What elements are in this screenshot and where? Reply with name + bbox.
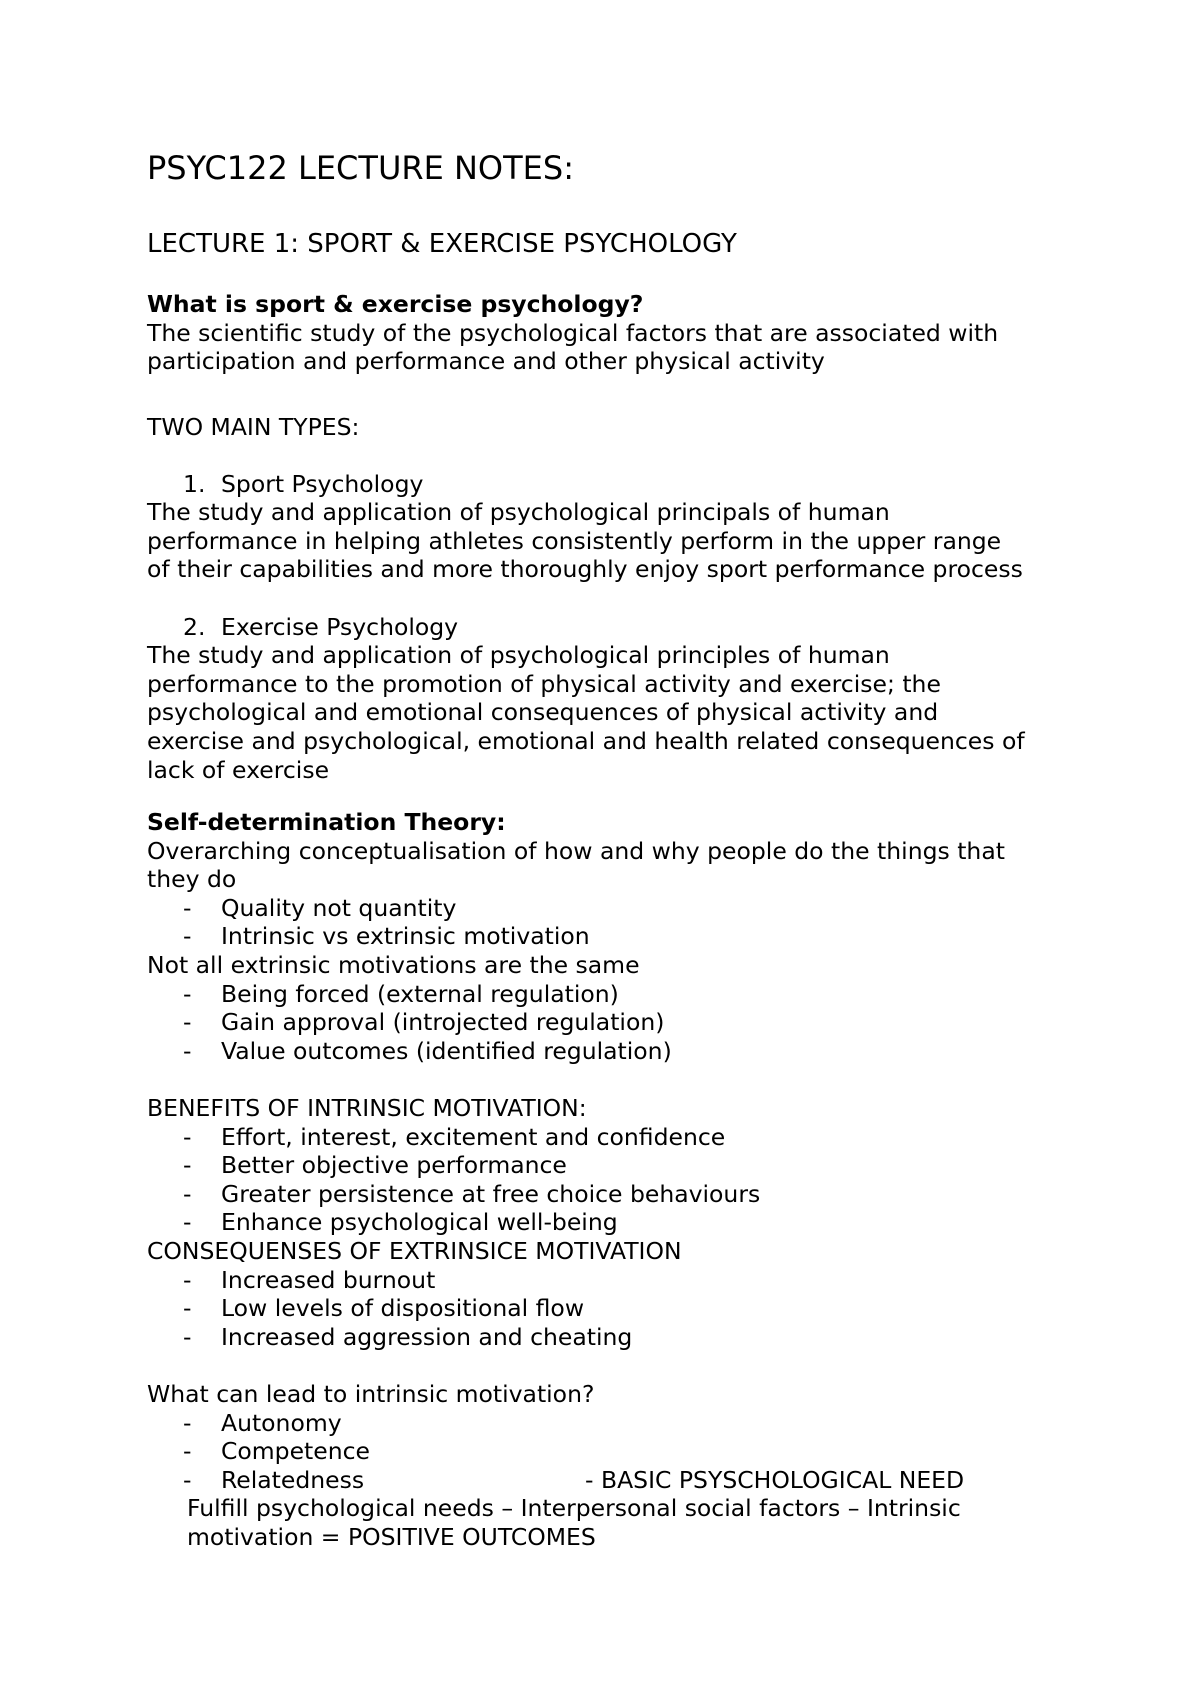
list-item-text: Greater persistence at free choice behaviours xyxy=(221,1179,761,1208)
bullet-dash: - xyxy=(183,1408,192,1437)
list-item-text: Better objective performance xyxy=(221,1151,567,1180)
intro-question: What is sport & exercise psychology? xyxy=(147,290,644,318)
list-item-text: Value outcomes (identified regulation) xyxy=(221,1036,672,1065)
lead-section xyxy=(147,1380,1107,1552)
list-item xyxy=(147,1437,1107,1466)
bullet-dash: - xyxy=(183,922,192,951)
type-name: Sport Psychology xyxy=(221,469,424,498)
list-item xyxy=(147,1008,1107,1037)
type-description-line: lack of exercise xyxy=(147,755,330,784)
document-title: PSYC122 LECTURE NOTES: xyxy=(147,149,574,187)
lead-heading: What can lead to intrinsic motivation? xyxy=(147,1380,595,1408)
summary-line: Fulfill psychological needs – Interpersonal social factors – Intrinsic xyxy=(187,1494,961,1523)
list-number: 2. xyxy=(183,612,206,641)
list-item-text: Intrinsic vs extrinsic motivation xyxy=(221,922,590,951)
bullet-dash: - xyxy=(183,893,192,922)
list-item-text: Being forced (external regulation) xyxy=(221,979,619,1008)
type-name: Exercise Psychology xyxy=(221,612,459,641)
side-note: - BASIC PSYSCHOLOGICAL NEED xyxy=(585,1465,965,1494)
list-item xyxy=(147,1123,1107,1152)
list-item-text: Increased burnout xyxy=(221,1265,436,1294)
list-item xyxy=(147,1180,1107,1209)
lecture-heading: LECTURE 1: SPORT & EXERCISE PSYCHOLOGY xyxy=(147,229,737,259)
bullet-dash: - xyxy=(183,979,192,1008)
sdt-heading: Self-determination Theory: xyxy=(147,808,506,836)
list-number: 1. xyxy=(183,469,206,498)
types-heading: TWO MAIN TYPES: xyxy=(147,413,360,441)
bullet-dash: - xyxy=(183,1008,192,1037)
sdt-section xyxy=(147,808,1107,1065)
bullet-dash: - xyxy=(183,1265,192,1294)
type-description-line: exercise and psychological, emotional and health related consequences of xyxy=(147,726,1025,755)
list-item xyxy=(147,1466,1107,1495)
benefits-section xyxy=(147,1094,1107,1351)
list-item xyxy=(147,1266,1107,1295)
benefits-heading: BENEFITS OF INTRINSIC MOTIVATION: xyxy=(147,1094,587,1122)
list-item-text: Gain approval (introjected regulation) xyxy=(221,1008,665,1037)
extrinsic-heading: Not all extrinsic motivations are the same xyxy=(147,950,640,979)
type-description-line: performance to the promotion of physical activity and exercise; the xyxy=(147,669,941,698)
list-item-text: Effort, interest, excitement and confidence xyxy=(221,1122,726,1151)
sdt-line: they do xyxy=(147,865,237,894)
bullet-dash: - xyxy=(183,1151,192,1180)
type-description-line: psychological and emotional consequences of physical activity and xyxy=(147,698,939,727)
bullet-dash: - xyxy=(183,1465,192,1494)
sdt-line: Overarching conceptualisation of how and why people do the things that xyxy=(147,836,1005,865)
summary-line: motivation = POSITIVE OUTCOMES xyxy=(187,1522,596,1551)
list-item-text: Relatedness xyxy=(221,1465,365,1494)
list-item xyxy=(147,1151,1107,1180)
list-item xyxy=(147,1409,1107,1438)
bullet-dash: - xyxy=(183,1437,192,1466)
bullet-dash: - xyxy=(183,1179,192,1208)
list-item xyxy=(147,894,1107,923)
types-section xyxy=(147,413,1107,784)
list-item xyxy=(147,922,1107,951)
type-description-line: of their capabilities and more thoroughly enjoy sport performance process xyxy=(147,555,1023,584)
list-item xyxy=(147,1323,1107,1352)
bullet-dash: - xyxy=(183,1322,192,1351)
list-item xyxy=(147,980,1107,1009)
consequences-heading: CONSEQUENSES OF EXTRINSICE MOTIVATION xyxy=(147,1236,682,1265)
type-description-line: The study and application of psychological principles of human xyxy=(147,641,890,670)
list-item-text: Increased aggression and cheating xyxy=(221,1322,633,1351)
intro-answer-line: The scientific study of the psychological factors that are associated with xyxy=(147,318,999,347)
list-item-text: Enhance psychological well-being xyxy=(221,1208,618,1237)
type-item-sport xyxy=(147,470,1107,499)
intro-answer-line: participation and performance and other physical activity xyxy=(147,347,825,376)
type-item-exercise xyxy=(147,613,1107,642)
list-item-text: Quality not quantity xyxy=(221,893,457,922)
bullet-dash: - xyxy=(183,1294,192,1323)
list-item-text: Autonomy xyxy=(221,1408,342,1437)
bullet-dash: - xyxy=(183,1122,192,1151)
list-item-text: Competence xyxy=(221,1437,370,1466)
list-item-text: Low levels of dispositional flow xyxy=(221,1294,585,1323)
list-item xyxy=(147,1294,1107,1323)
bullet-dash: - xyxy=(183,1208,192,1237)
list-item xyxy=(147,1208,1107,1237)
list-item xyxy=(147,1037,1107,1066)
type-description-line: The study and application of psychological principals of human xyxy=(147,498,890,527)
intro-section xyxy=(147,290,1107,376)
type-description-line: performance in helping athletes consistently perform in the upper range xyxy=(147,526,1002,555)
bullet-dash: - xyxy=(183,1036,192,1065)
